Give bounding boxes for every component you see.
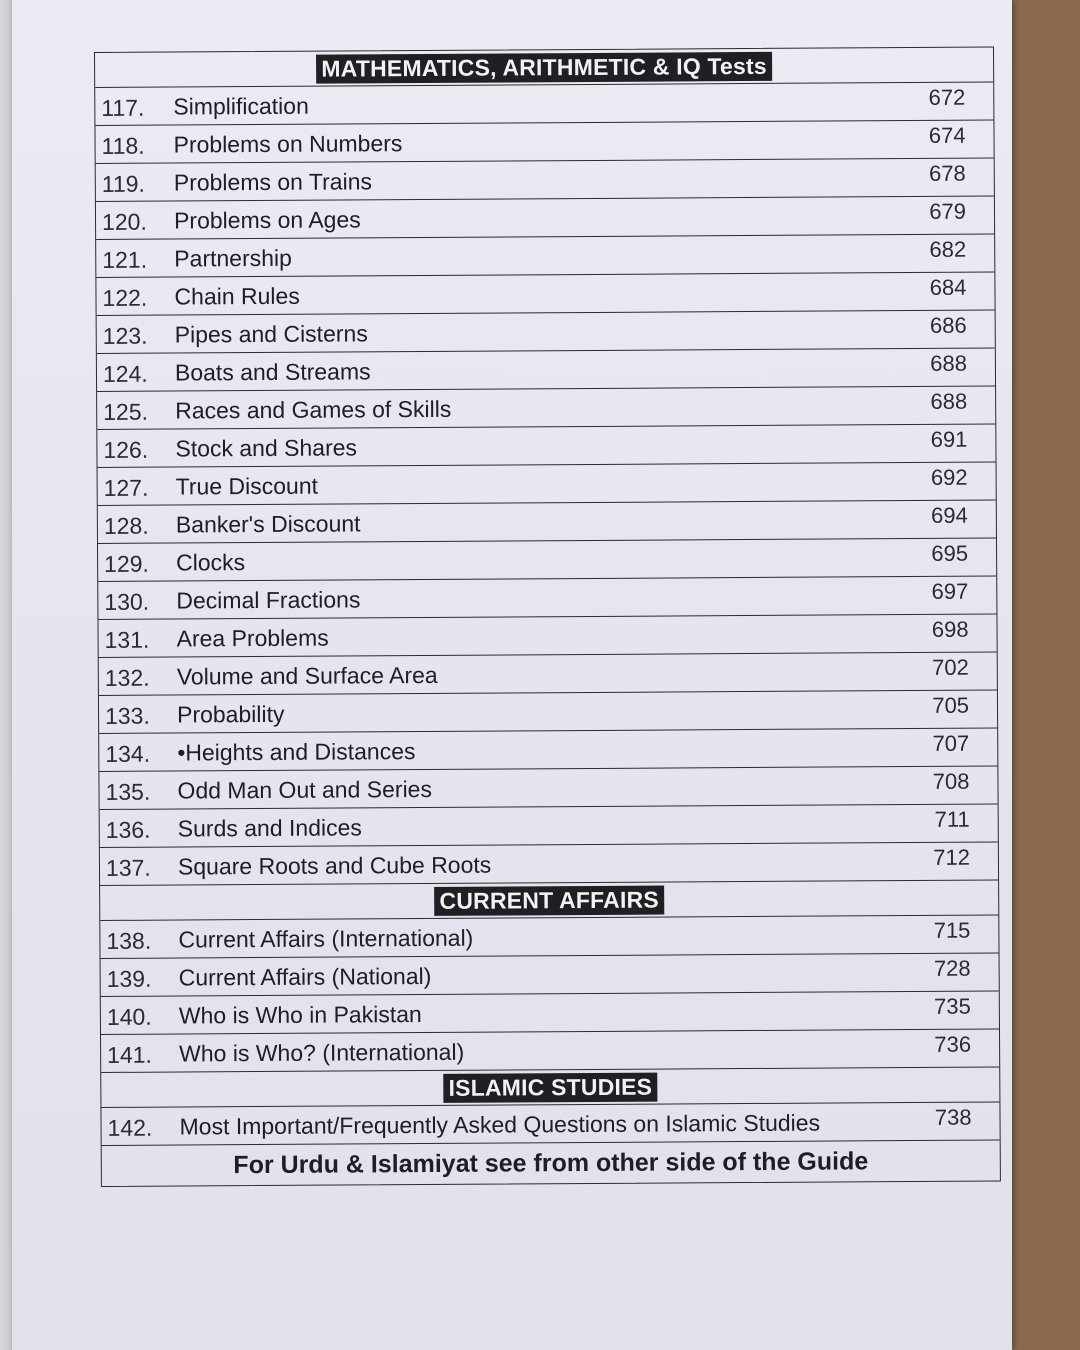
page-number: 711 xyxy=(934,806,970,832)
page-number: 736 xyxy=(934,1031,972,1057)
toc-row xyxy=(98,614,996,657)
chapter-title: Current Affairs (National) xyxy=(178,962,432,991)
toc-row xyxy=(96,159,994,202)
chapter-number: 127. xyxy=(103,474,149,501)
chapter-number: 128. xyxy=(103,512,149,539)
chapter-title: Odd Man Out and Series xyxy=(177,775,433,804)
chapter-number: 132. xyxy=(104,664,150,691)
section-heading-label: ISLAMIC STUDIES xyxy=(443,1072,657,1102)
section-heading xyxy=(95,48,993,88)
page-number: 702 xyxy=(931,654,969,680)
toc-row xyxy=(100,915,998,958)
chapter-title: Who is Who in Pakistan xyxy=(178,1001,422,1029)
chapter-number: 124. xyxy=(102,360,148,387)
toc-row xyxy=(100,804,998,847)
chapter-number: 121. xyxy=(102,246,148,273)
chapter-number: 137. xyxy=(105,854,151,881)
chapter-number: 120. xyxy=(101,208,147,235)
chapter-number: 131. xyxy=(104,626,150,653)
chapter-number: 125. xyxy=(103,398,149,425)
toc-row xyxy=(96,273,994,316)
page-number: 708 xyxy=(932,768,970,794)
toc-row xyxy=(99,690,997,733)
book-page xyxy=(12,0,1012,1350)
page-number: 682 xyxy=(929,236,967,262)
chapter-number: 122. xyxy=(102,284,148,311)
toc-row xyxy=(99,652,997,695)
chapter-title: Most Important/Frequently Asked Questions on Islamic Studies xyxy=(179,1109,821,1140)
chapter-title: Square Roots and Cube Roots xyxy=(177,851,492,880)
page-number: 728 xyxy=(933,955,971,981)
chapter-number: 129. xyxy=(104,550,149,577)
toc-row xyxy=(95,83,993,126)
chapter-title: Problems on Numbers xyxy=(173,130,403,158)
page-number: 698 xyxy=(931,616,969,642)
section-heading-label: CURRENT AFFAIRS xyxy=(434,885,664,915)
page-number: 672 xyxy=(928,84,966,110)
footer-note: For Urdu & Islamiyat see from other side of the Guide xyxy=(233,1146,869,1179)
chapter-title: Probability xyxy=(176,700,285,728)
chapter-number: 138. xyxy=(106,927,152,954)
chapter-title: Area Problems xyxy=(176,624,329,652)
toc-row xyxy=(101,953,999,996)
toc-row xyxy=(95,121,993,164)
chapter-number: 140. xyxy=(106,1003,152,1030)
page-number: 678 xyxy=(928,160,966,186)
page-number: 715 xyxy=(933,917,971,943)
page-number: 686 xyxy=(929,312,967,338)
page-number: 695 xyxy=(931,540,969,566)
chapter-title: Simplification xyxy=(173,92,309,120)
toc-row xyxy=(97,387,995,430)
chapter-title: True Discount xyxy=(175,472,319,500)
toc-row xyxy=(101,991,999,1034)
page-number: 674 xyxy=(928,122,966,148)
chapter-number: 130. xyxy=(104,588,150,615)
chapter-number: 134. xyxy=(105,740,151,767)
page-number: 691 xyxy=(930,426,968,452)
chapter-number: 136. xyxy=(105,816,151,843)
section-heading xyxy=(100,880,998,920)
toc-row xyxy=(97,349,995,392)
chapter-number: 135. xyxy=(105,778,151,805)
page-number: 735 xyxy=(934,993,971,1019)
section-heading xyxy=(101,1067,999,1107)
toc-row xyxy=(98,463,996,506)
page-number: 697 xyxy=(931,578,969,604)
page-number: 712 xyxy=(933,844,971,870)
page-number: 692 xyxy=(930,464,968,490)
page-number: 707 xyxy=(932,730,970,756)
chapter-title: Current Affairs (International) xyxy=(178,924,474,953)
page-number: 694 xyxy=(931,502,968,528)
toc-row xyxy=(101,1029,999,1072)
chapter-number: 142. xyxy=(107,1114,153,1141)
section-heading-label: MATHEMATICS, ARITHMETIC & IQ Tests xyxy=(316,51,772,83)
page-number: 679 xyxy=(929,198,967,224)
chapter-number: 119. xyxy=(101,170,145,197)
chapter-number: 126. xyxy=(103,436,149,463)
toc-row xyxy=(96,197,994,240)
toc-row xyxy=(98,538,996,581)
chapter-title: Pipes and Cisterns xyxy=(174,320,368,348)
chapter-title: Clocks xyxy=(176,549,246,576)
chapter-number: 133. xyxy=(104,702,150,729)
toc-table xyxy=(94,47,1001,1187)
page-number: 684 xyxy=(929,274,967,300)
toc-row xyxy=(96,235,994,278)
page-number: 688 xyxy=(930,350,967,376)
page-number: 688 xyxy=(930,388,968,414)
chapter-number: 117. xyxy=(101,94,145,121)
toc-row xyxy=(100,842,998,885)
chapter-title: •Heights and Distances xyxy=(177,738,416,766)
chapter-number: 139. xyxy=(106,965,152,992)
chapter-title: Volume and Surface Area xyxy=(176,661,438,690)
chapter-title: Surds and Indices xyxy=(177,814,362,842)
toc-row xyxy=(98,576,996,619)
toc-row xyxy=(99,728,997,771)
page-number: 705 xyxy=(932,692,970,718)
chapter-title: Decimal Fractions xyxy=(176,586,361,614)
chapter-title: Problems on Trains xyxy=(173,168,373,196)
table-of-contents xyxy=(94,47,1001,1187)
chapter-number: 141. xyxy=(107,1041,152,1068)
toc-row xyxy=(97,425,995,468)
toc-row xyxy=(99,766,997,809)
chapter-title: Who is Who? (International) xyxy=(179,1038,465,1067)
chapter-title: Boats and Streams xyxy=(174,358,371,386)
chapter-title: Races and Games of Skills xyxy=(175,395,452,424)
chapter-title: Chain Rules xyxy=(174,282,300,310)
toc-row xyxy=(101,1102,999,1145)
chapter-number: 123. xyxy=(102,322,148,349)
toc-row xyxy=(97,311,995,354)
chapter-title: Partnership xyxy=(174,244,292,272)
chapter-title: Banker's Discount xyxy=(175,510,361,538)
chapter-title: Problems on Ages xyxy=(173,206,361,234)
toc-row xyxy=(98,500,996,543)
chapter-number: 118. xyxy=(101,132,145,159)
chapter-title: Stock and Shares xyxy=(175,434,358,462)
page-number: 738 xyxy=(934,1104,972,1130)
